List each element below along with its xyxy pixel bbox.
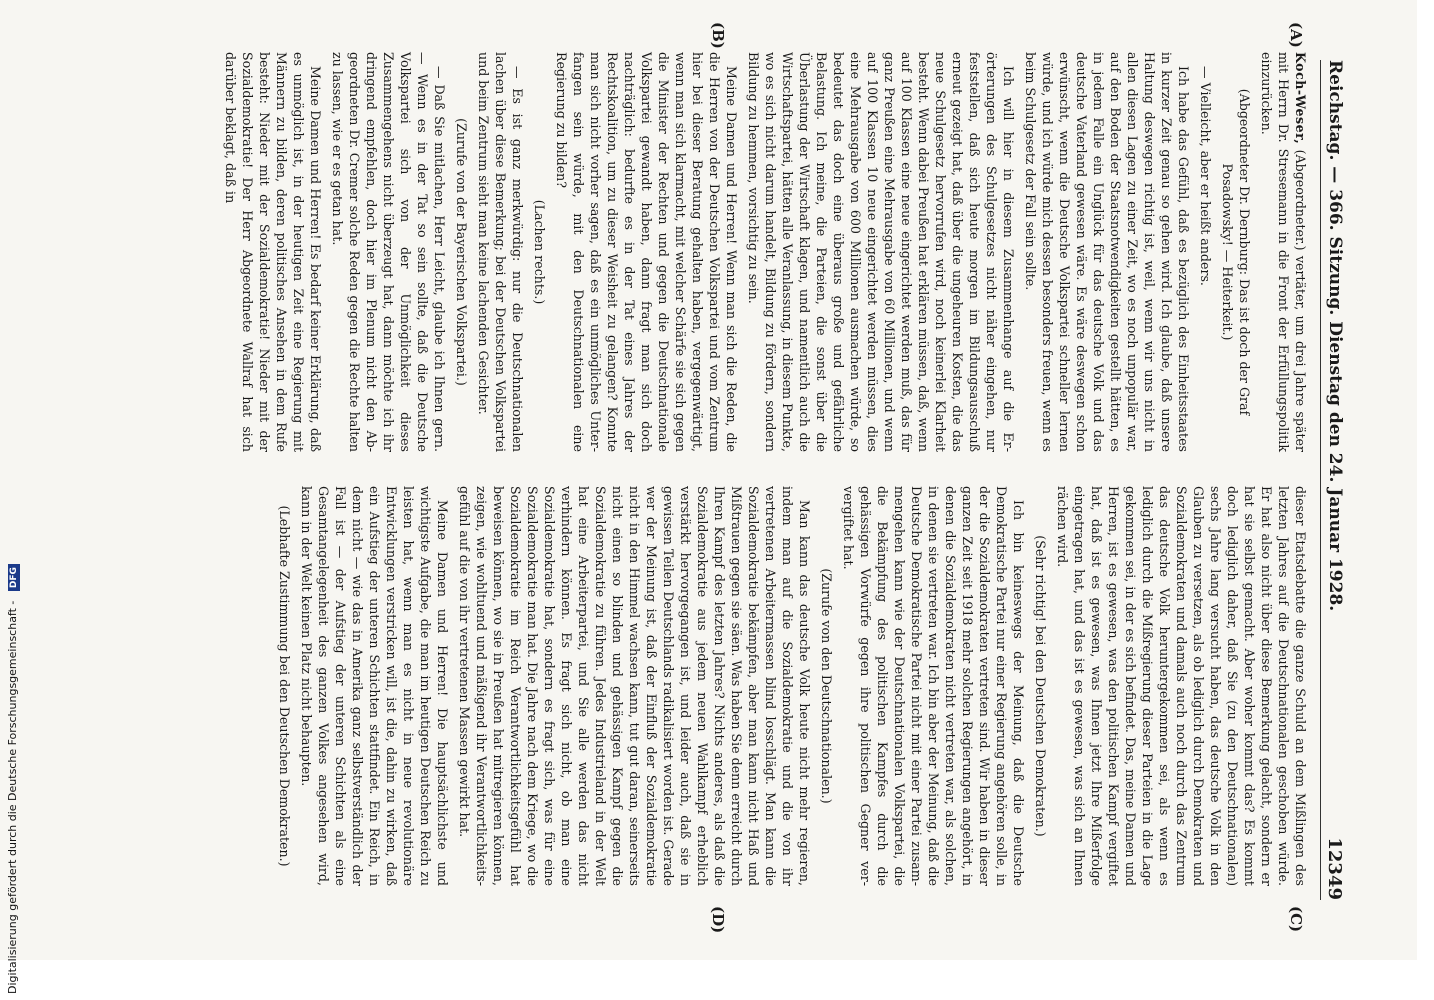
page-number: 12349 bbox=[1324, 837, 1345, 900]
header-title: Reichstag. — 366. Sitzung. Dienstag den 24. Januar 1928. bbox=[1325, 60, 1345, 612]
paragraph-text: vertäter, um drei Jahre später mit Herrn Dr. Stresemann in die Front der Erfüllungspolitik einzurücken. bbox=[1259, 52, 1308, 452]
interjection: (Abgeordneter Dr. Dernburg: Das ist doch der Graf Posadowsky! — Heiterkeit.) bbox=[1220, 88, 1252, 416]
margin-letter-d: (D) bbox=[709, 906, 727, 934]
dfg-logo: DFG bbox=[8, 564, 20, 591]
margin-letter-c: (C) bbox=[1287, 906, 1305, 933]
margin-letter-a: (A) bbox=[1287, 22, 1305, 48]
paragraph: — Daß Sie mitlachen, Herr Leicht, glaube ich Ihnen gern. — Wenn es in der Tat so sein sollte, daß die Deutsche Volkspartei sich von der Unmöglichkeit dieses Zusammengehens nicht überzeugt hat, dann möchte ich ihr dringend empfehlen, doch hier im Plenum nicht den Abgeordneten Dr. Cremer solche Reden gegen die Rechte halten zu lassen, wie er es getan hat. bbox=[330, 52, 447, 452]
right-column bbox=[9, 486, 1309, 886]
digitization-footer bbox=[0, 0, 24, 1000]
paragraph: Meine Damen und Herren! Wenn man sich die Reden, die die Herren von der Deutschen Volkspartei und vom Zentrum hier bei dieser Beratung gehalten haben, vergegenwärtigt, wenn man sich klarmacht, mit welcher Schärfe sie sich gegen die Minister der Rechten und gegen die Deutschnationale Volkspartei gewandt haben, dann fragt man sich doch nachträglich: bedurfte es in der Tat eines Jahres der Rechtskoalition, um zu dieser Weisheit zu gelangen? Konnte man sich nicht vorher sagen, daß es ein unmögliches Unterfangen sein würde, mit den Deutschnationalen eine Regierung zu bilden? bbox=[554, 52, 739, 452]
left-column bbox=[9, 52, 1309, 452]
interjection: (Zurufe von den Deutschnationalen.) bbox=[819, 568, 834, 804]
page-header bbox=[1324, 60, 1345, 900]
paragraph: Man kann das deutsche Volk heute nicht mehr regieren, indem man auf die Sozialdemokratie und die von ihr vertretenen Arbeitermassen blind losschlägt. Man kann die Sozialdemokratie bekämpfen, aber man kann nicht Haß und Mißtrauen gegen sie säen. Was haben Sie denn erreicht durch Ihren Kampf des letzten Jahres? Nichts anderes, als daß die Sozialdemokratie aus jedem neuen Wahlkampf erheblich verstärkt hervorgegangen ist, und leider auch, daß sie in gewissen Teilen Deutschlands radikalisiert worden ist. Gerade wer der Meinung ist, daß der Einfluß der Sozialdemokratie nicht in den Himmel wachsen kann, tut gut daran, seinerseits nicht einen so blinden und gehässigen Kampf gegen die Sozialdemokratie zu führen. Jedes Industrieland in der Welt hat eine Arbeiterpartei, und Sie alle werden das nicht verhindern können. Es fragt sich nicht, ob man eine Sozialdemokratie hat, sondern es fragt sich, was für eine Sozialdemokratie man hat. Die Jahre nach dem Kriege, wo die Sozialdemokratie im Reich Verantwortlichkeitsgefühl hat beweisen können, wo sie in Preußen hat mitregieren können, zeigen, wie wohltuend und mäßigend ihr Verantwortlichkeitsgefühl auf die von ihr vertretenen Massen gewirkt hat. bbox=[457, 486, 812, 886]
interjection: (Sehr richtig! bei den Deutschen Demokraten.) bbox=[1033, 535, 1048, 837]
paragraph: Ich will hier in diesem Zusammenhange auf die Erörterungen des Schulgesetzes nicht näher eingehen, nur feststellen, daß sich heute morgen im Bildungsausschuß erneut gezeigt hat, daß über die ungeheuren Kosten, die das neue Schulgesetz hervorrufen wird, noch keinerlei Klarheit besteht. Wenn dabei Preußen hat erklären müssen, daß, wenn auf 100 Klassen eine neue eingerichtet werden muß, das für ganz Preußen eine Mehrausgabe von 60 Millionen, und wenn auf 100 Klassen 10 neue eingerichtet werden müssen, dies eine Mehrausgabe von 600 Millionen ausmachen würde, so bedeutet das doch eine überaus große und gefährliche Belastung. Ich meine, die Parteien, die sonst über die Überlastung der Wirtschaft klagen, und namentlich auch die Wirtschaftspartei, hätten alle Veranlassung, in diesem Punkte, wo es sich nicht darum handelt, Bildung zu fördern, sondern Bildung zu hemmen, vorsichtig zu sein. bbox=[746, 52, 1016, 452]
paragraph: — Es ist ganz merkwürdig: nur die Deutschnationalen lachen über diese Bemerkung; bei der Deutschen Volkspartei und beim Zentrum sieht man keine lachenden Gesichter. bbox=[476, 52, 525, 452]
footer-credit: Digitalisierung gefördert durch die Deutsche Forschungsgemeinschaft - bbox=[6, 600, 19, 994]
paragraph: Koch-Weser, (Abgeordneter.) vertäter, um drei Jahre später mit Herrn Dr. Stresemann in die Front der Erfüllungspolitik einzurücken. bbox=[1259, 52, 1308, 452]
interjection: (Zurufe von der Bayerischen Volkspartei.) bbox=[454, 118, 469, 386]
paragraph: Ich habe das Gefühl, daß es bezüglich des Einheitsstaates in kurzer Zeit genau so gehen wird. Ich glaube, daß unsere Haltung deswegen richtig ist, weil, wenn wir uns nicht in allen diesen Lagen zu einer Zeit, wo es noch unpopulär war, auf den Boden der Staatsnotwendigkeiten gestellt hätten, es in jedem Falle ein Unglück für das deutsche Volk und das deutsche Vaterland gewesen wäre. Es wäre deswegen schon erwünscht, wenn die Deutsche Volkspartei schneller lernen würde, und ich würde mich dessen besonders freuen, wenn es beim Schulgesetz der Fall sein sollte. bbox=[1023, 52, 1191, 452]
interjection: (Lebhafte Zustimmung bei den Deutschen Demokraten.) bbox=[277, 505, 292, 867]
margin-letter-b: (B) bbox=[709, 22, 727, 49]
footer-text-wrapper bbox=[6, 0, 20, 994]
paragraph: Meine Damen und Herren! Es bedarf keiner Erklärung, daß es unmöglich ist, in der heutigen Zeit eine Regierung mit Männern zu bilden, deren politisches Ansehen in dem Rufe besteht: Nieder mit der Sozialdemokratie! Nieder mit der Sozialdemokratie! Der Herr Abgeordnete Wallraf hat sich darüber beklagt, daß in bbox=[223, 52, 323, 452]
paragraph: Ich bin keineswegs der Meinung, daß die Deutsche Demokratische Partei nur einer Regierung angehören solle, in der die Sozialdemokraten vertreten sind. Wir haben in dieser ganzen Zeit seit 1918 mehr solchen Regierungen angehört, in denen die Sozialdemokraten nicht vertreten war, als solchen, in denen sie vertreten war. Ich bin aber der Meinung, daß die Deutsche Demokratische Partei nicht mit einer Partei zusammengehen kann wie der Deutschnationalen Volkspartei, die die Bekämpfung des politischen Kampfes durch die gehässigen Vorwürfe gegen ihre politischen Gegner ververgiftet hat. bbox=[841, 486, 1026, 886]
header-rule bbox=[1320, 60, 1321, 900]
paragraph: Meine Damen und Herren! Die hauptsächlichste und wichtigste Aufgabe, die man im heutigen Deutschen Reich zu leisten hat, wenn man es nicht in neue revolutionäre Entwicklungen verstricken will, ist die, dahin zu wirken, daß ein Aufstieg der unteren Schichten stattfindet. Ein Reich, in dem nicht — wie das in Amerika ganz selbstverständlich der Fall ist — der Aufstieg der unteren Schichten als eine Gesamtangelegenheit des ganzen Volkes angesehen wird, kann in der Welt keinen Platz nicht behaupten. bbox=[299, 486, 450, 886]
interjection: (Lachen rechts.) bbox=[532, 199, 547, 305]
speaker-role: Abgeordneter. bbox=[1293, 154, 1308, 246]
paragraph: dieser Etatsdebatte die ganze Schuld an dem Mißlingen des letzten Jahres auf die Deutschnationalen geschoben würde. Er hat also nicht über diese Bemerkung gelacht, sondern er hat sie selbst gemacht. Aber woher kommt das? Es kommt doch lediglich daher, daß Sie (zu den Deutschnationalen) sechs Jahre lang versucht haben, das deutsche Volk in den Glauben zu versetzen, als ob lediglich durch Demokraten und Sozialdemokraten und damals auch noch durch das Zentrum das deutsche Volk heruntergekommen sei, als wenn es lediglich durch die Mißregierung dieser Parteien in die Lage gekommen sei, in der es sich befindet. Das, meine Damen und Herren, ist es gewesen, was den politischen Kampf vergiftet hat, daß ist es gewesen, was Ihnen jetzt Ihre Mißerfolge eingetragen hat, und das ist es gewesen, was sich an Ihnen rächen wird. bbox=[1055, 486, 1308, 886]
speaker-name: Koch-Weser, bbox=[1293, 52, 1308, 145]
paragraph: — Vielleicht, aber er heißt anders. bbox=[1198, 66, 1213, 286]
